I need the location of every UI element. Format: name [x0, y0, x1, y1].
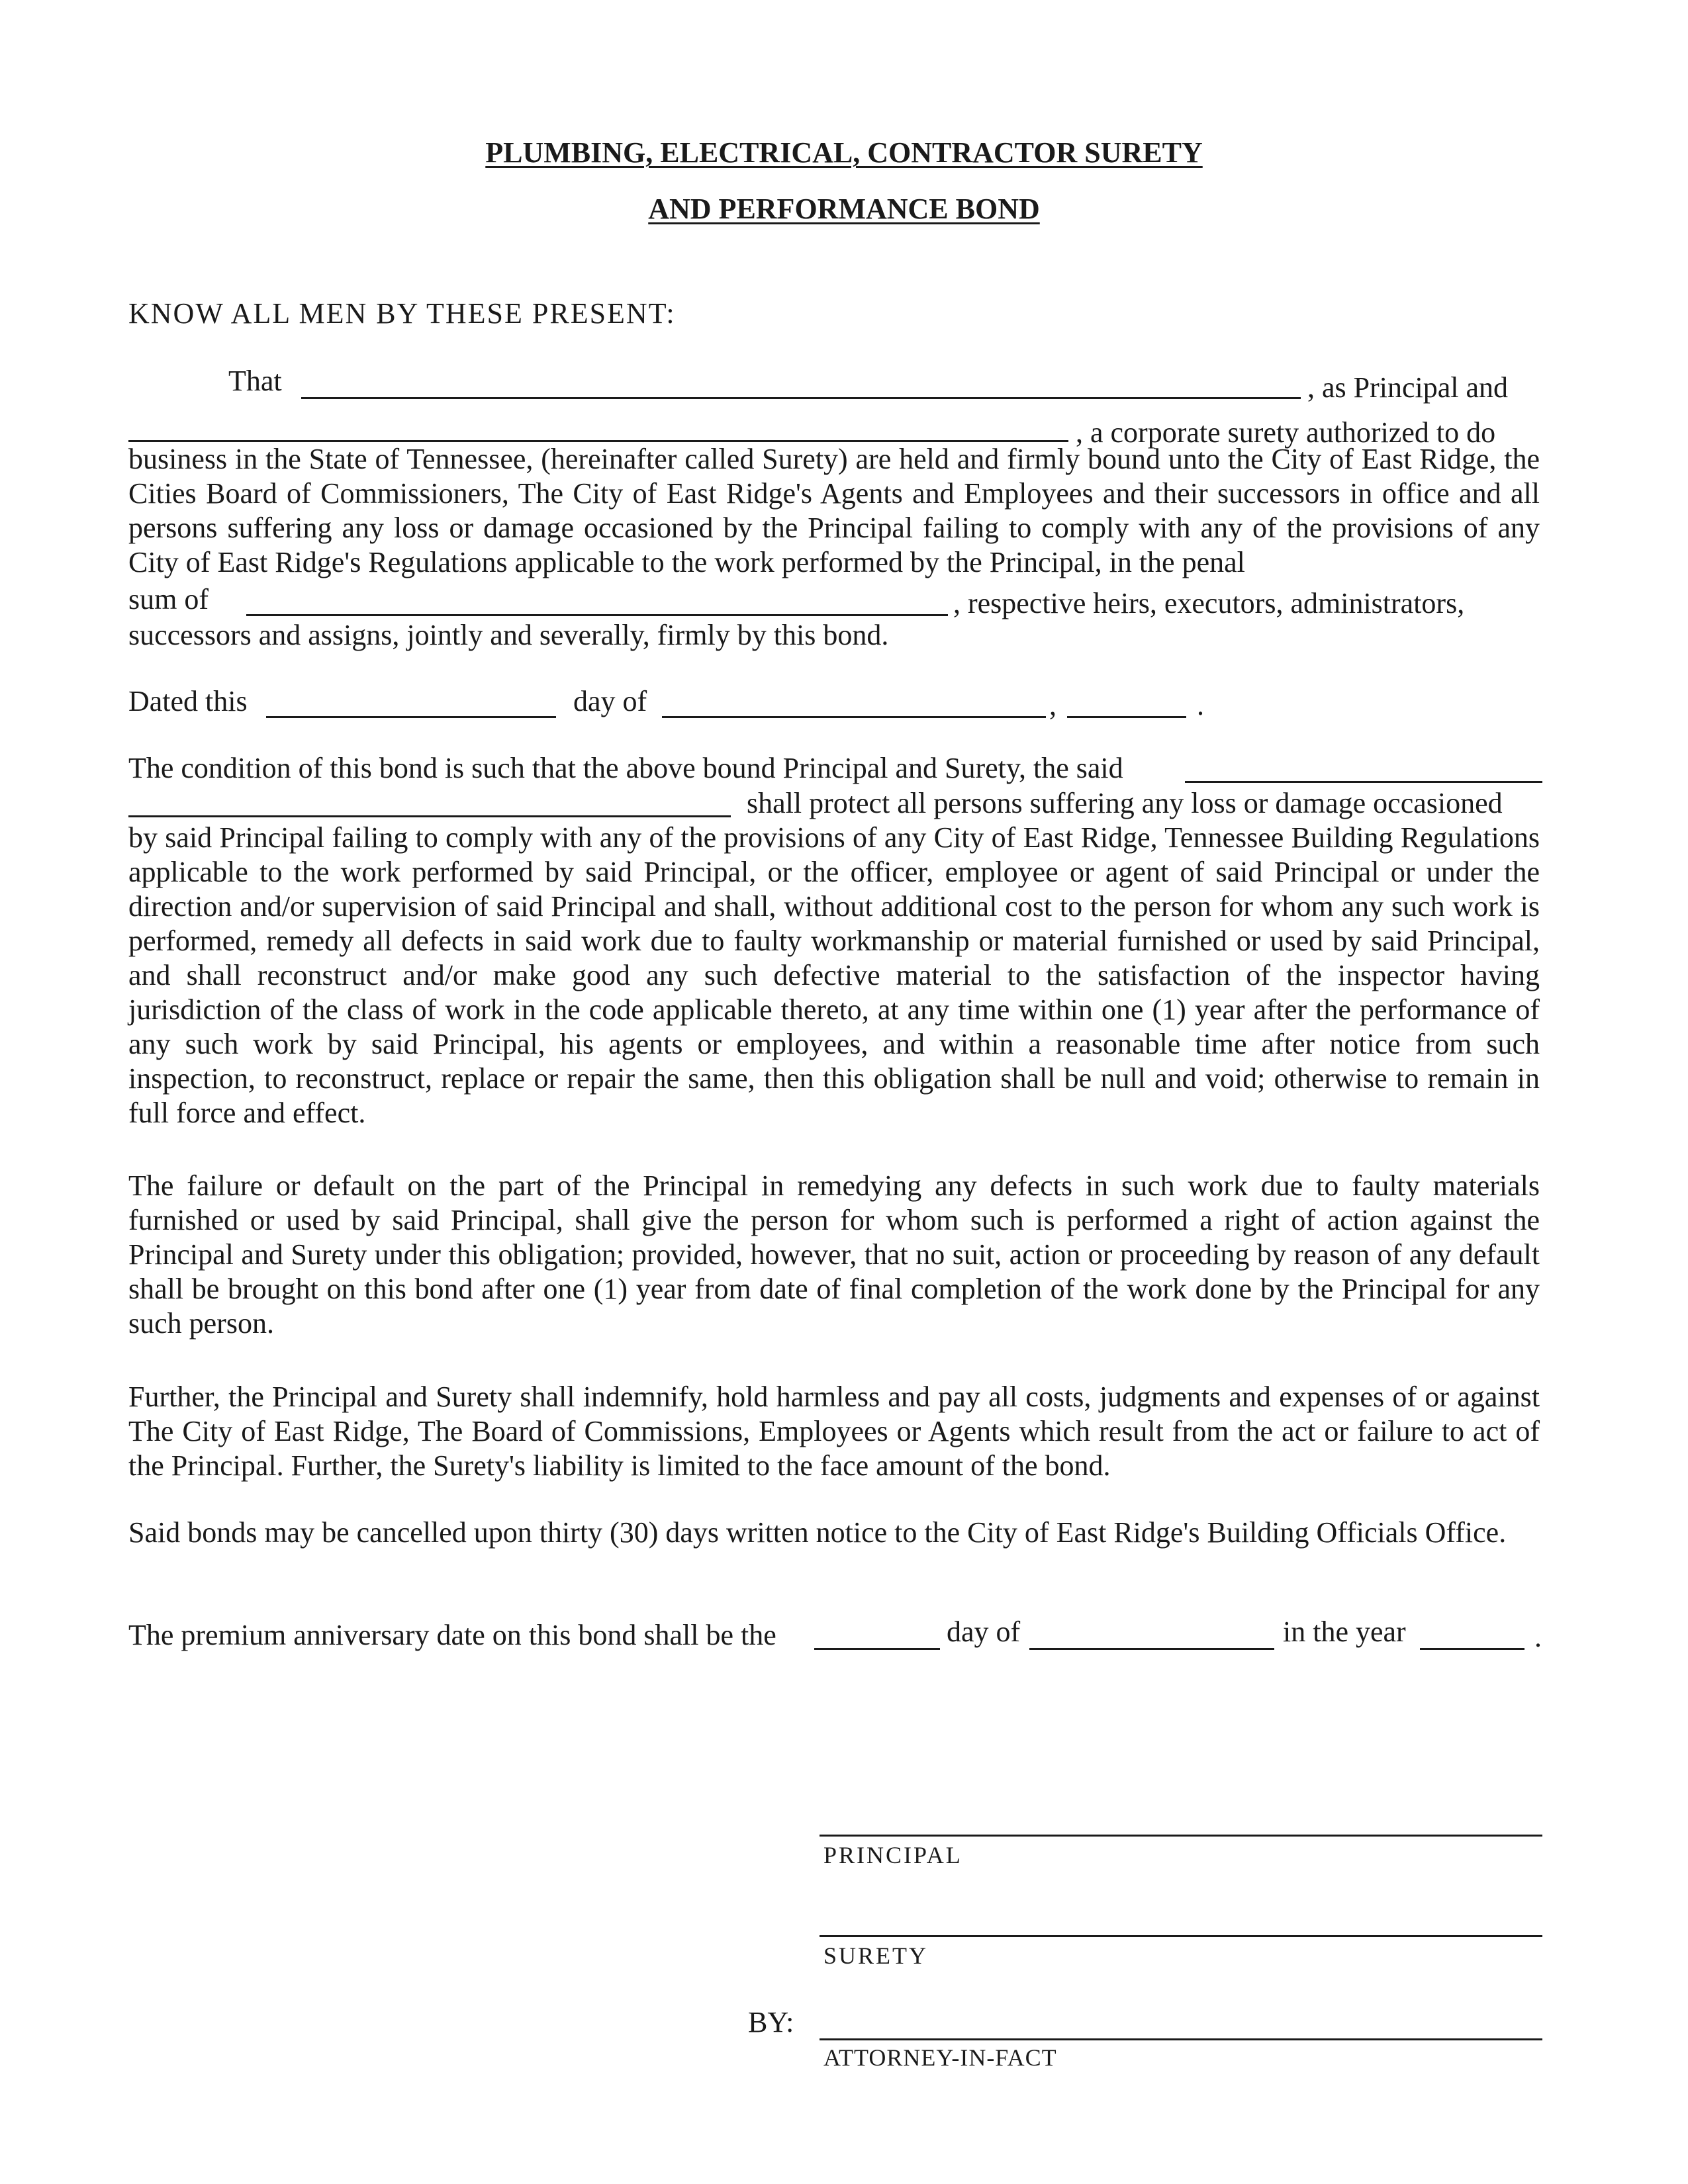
- dated-this-label: Dated this: [128, 685, 248, 717]
- by-label: BY:: [748, 2006, 794, 2038]
- condition-intro: The condition of this bond is such that the above bound Principal and Surety, the said: [128, 752, 1123, 784]
- successors-text: successors and assigns, jointly and severally, firmly by this bond.: [128, 619, 889, 651]
- opening-body: business in the State of Tennessee, (hereinafter called Surety) are held and firmly bound unto the City of East Ridge, the Cities Board of Commissioners, The City of East Ridge's Agents and Employees and their successors in office and all persons suffering any loss or damage occasioned by the Principal failing to comply with any of the provisions of any City of East Ridge's Regulations applicable to the work performed by the Principal, in the penal: [128, 443, 1540, 578]
- shall-protect-text: shall protect all persons suffering any loss or damage occasioned: [747, 787, 1503, 819]
- title-line-2: AND PERFORMANCE BOND: [648, 193, 1040, 225]
- premium-year-blank[interactable]: [1420, 1648, 1524, 1650]
- heirs-text: , respective heirs, executors, administrators,: [953, 587, 1465, 619]
- principal-name-blank[interactable]: [301, 397, 1301, 399]
- preamble: KNOW ALL MEN BY THESE PRESENT:: [128, 297, 676, 330]
- dated-year-blank[interactable]: [1067, 716, 1186, 718]
- dated-comma: ,: [1049, 689, 1056, 721]
- premium-in-the-year-label: in the year: [1283, 1615, 1406, 1648]
- said-name-blank-2[interactable]: [128, 815, 731, 817]
- corporate-surety-text: , a corporate surety authorized to do: [1076, 416, 1496, 449]
- premium-text: The premium anniversary date on this bond shall be the: [128, 1619, 776, 1651]
- principal-signature-line[interactable]: [820, 1835, 1542, 1837]
- surety-signature-line[interactable]: [820, 1935, 1542, 1937]
- penal-sum-blank[interactable]: [246, 614, 948, 616]
- premium-day-of-label: day of: [947, 1615, 1021, 1648]
- dated-day-blank[interactable]: [266, 716, 556, 718]
- premium-period: .: [1534, 1621, 1542, 1653]
- premium-month-blank[interactable]: [1029, 1648, 1274, 1650]
- dated-period: .: [1197, 689, 1204, 721]
- sum-of-label: sum of: [128, 583, 209, 615]
- condition-body: by said Principal failing to comply with any of the provisions of any City of East Ridge, Tennessee Building Regulations applicable to the work performed by said Principal, or the officer, employee or agent of said Principal or under the direction and/or supervision of said Principal and shall, without additional cost to the person for whom any such work is performed, remedy all defects in said work due to faulty workmanship or material furnished or used by said Principal, and shall reconstruct and/or make good any such defective material to the satisfaction of the inspector having jurisdiction of the class of work in the code applicable thereto, at any time within one (1) year after the performance of any such work by said Principal, his agents or employees, and within a reasonable time after notice from such inspection, to reconstruct, replace or repair the same, then this obligation shall be null and void; otherwise to remain in full force and effect.: [128, 821, 1540, 1129]
- principal-label: PRINCIPAL: [823, 1842, 962, 1868]
- surety-label: SURETY: [823, 1942, 929, 1969]
- that-label: That: [228, 365, 282, 397]
- title-line-1: PLUMBING, ELECTRICAL, CONTRACTOR SURETY: [485, 136, 1203, 169]
- attorney-signature-line[interactable]: [820, 2038, 1542, 2040]
- attorney-label: ATTORNEY-IN-FACT: [823, 2044, 1057, 2071]
- indemnify-paragraph: Further, the Principal and Surety shall indemnify, hold harmless and pay all costs, judgments and expenses of or against The City of East Ridge, The Board of Commissions, Employees or Agents which result from the act or failure to act of the Principal. Further, the Surety's liability is limited to the face amount of the bond.: [128, 1381, 1540, 1482]
- dated-day-of-label: day of: [573, 685, 647, 717]
- premium-day-blank[interactable]: [814, 1648, 940, 1650]
- said-name-blank[interactable]: [1185, 781, 1542, 783]
- cancel-paragraph: Said bonds may be cancelled upon thirty (30) days written notice to the City of East Ridge's Building Officials Office.: [128, 1516, 1507, 1549]
- failure-paragraph: The failure or default on the part of the Principal in remedying any defects in such work due to faulty materials furnished or used by said Principal, shall give the person for whom such is performed a right of action against the Principal and Surety under this obligation; provided, however, that no suit, action or proceeding by reason of any default shall be brought on this bond after one (1) year from date of final completion of the work done by the Principal for any such person.: [128, 1169, 1540, 1340]
- dated-month-blank[interactable]: [662, 716, 1046, 718]
- as-principal-text: , as Principal and: [1307, 371, 1509, 404]
